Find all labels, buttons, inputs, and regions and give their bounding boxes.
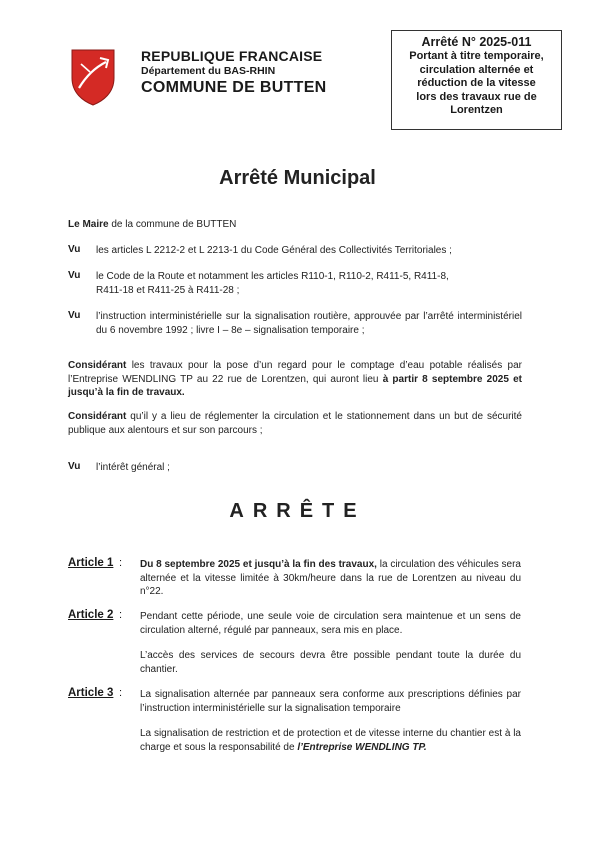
article-colon: : xyxy=(119,557,123,569)
department-name: Département du BAS-RHIN xyxy=(141,65,276,77)
article-label: Article 3 xyxy=(68,687,114,699)
vu-label: Vu xyxy=(68,310,81,321)
commune-name: COMMUNE DE BUTTEN xyxy=(141,79,327,96)
vu-label: Vu xyxy=(68,270,81,281)
arrete-subject-line: Portant à titre temporaire, xyxy=(409,50,544,62)
article-text: la circulation des véhicules sera alternée et la vitesse limitée à 30km/heure dans la rue de Lorentzen au niveau du n°22. xyxy=(140,559,521,597)
arrete-subject-line: réduction de la vitesse xyxy=(417,77,536,89)
arrete-number: Arrêté N° 2025-011 xyxy=(421,35,532,49)
article-body xyxy=(140,558,521,599)
arrete-subject-line: circulation alternée et xyxy=(419,63,534,76)
article-label: Article 2 xyxy=(68,609,114,621)
article-dates: Du 8 septembre 2025 et jusqu’à la fin des travaux, xyxy=(140,559,377,570)
arrete-subject-line: lors des travaux rue de xyxy=(416,90,537,103)
document-title: Arrêté Municipal xyxy=(219,167,376,189)
article-body xyxy=(140,688,521,754)
arrete-subject-line: Lorentzen xyxy=(450,104,503,116)
republic-title: REPUBLIQUE FRANCAISE xyxy=(141,48,323,64)
article-body xyxy=(140,610,521,676)
considerant-text: qu’il y a lieu de réglementer la circulation et le stationnement dans un but de sécurité publique aux alentours et sur son parcours ; xyxy=(68,411,522,436)
article-colon: : xyxy=(119,609,123,621)
vu-text: l’instruction interministérielle sur la signalisation routière, approuvée par l’arrêté interministériel du 6 novembre 1992 ; livre I – 8e – signalisation temporaire ; xyxy=(96,311,522,336)
vu-text-line: le Code de la Route et notamment les articles R110-1, R110-2, R411-5, R411-8, xyxy=(96,271,449,282)
article-paragraph: L’accès des services de secours devra être possible pendant toute la durée du chantier. xyxy=(140,650,521,675)
article-label: Article 1 xyxy=(68,557,114,569)
vu-text: les articles L 2212-2 et L 2213-1 du Code Général des Collectivités Territoriales ; xyxy=(96,245,452,256)
article-text: La signalisation de restriction et de protection et de vitesse interne du chantier est à la charge et sous la responsabilité de xyxy=(140,728,521,753)
considerant-paragraph xyxy=(68,359,522,400)
article-colon: : xyxy=(119,687,123,699)
intro-line xyxy=(68,218,236,232)
header-block xyxy=(141,48,371,98)
vu-text-line: R411-18 et R411-25 à R411-28 ; xyxy=(96,284,240,296)
considerant-label: Considérant xyxy=(68,411,127,422)
article-paragraph: Pendant cette période, une seule voie de circulation sera maintenue et un sens de circulation alterné, régulé par panneaux, sera mis en place. xyxy=(140,611,521,636)
mayor-label: Le Maire xyxy=(68,219,109,230)
article-paragraph: La signalisation alternée par panneaux sera conforme aux prescriptions définies par l’instruction interministérielle sur la signalisation temporaire xyxy=(140,689,521,714)
vu-label: Vu xyxy=(68,461,81,472)
considerant-text: les travaux pour la pose d’un regard pour le comptage d’eau potable réalisés par l’Entreprise WENDLING TP au 22 rue de Lorentzen, qui auront lieu xyxy=(68,360,522,385)
vu-interet-text: l’intérêt général ; xyxy=(96,462,170,473)
commune-crest-icon xyxy=(70,48,116,106)
considerant-dates: à partir 8 septembre 2025 et jusqu’à la fin de travaux. xyxy=(68,373,522,398)
considerant-paragraph xyxy=(68,410,522,437)
intro-rest: de la commune de BUTTEN xyxy=(108,219,237,230)
vu-label: Vu xyxy=(68,244,81,255)
vu-text xyxy=(96,270,526,297)
arrete-heading: ARRÊTE xyxy=(229,500,366,522)
article-paragraph xyxy=(140,727,521,754)
arrete-reference-box xyxy=(391,30,562,130)
considerant-label: Considérant xyxy=(68,360,127,371)
company-name: l’Entreprise WENDLING TP. xyxy=(297,741,427,753)
